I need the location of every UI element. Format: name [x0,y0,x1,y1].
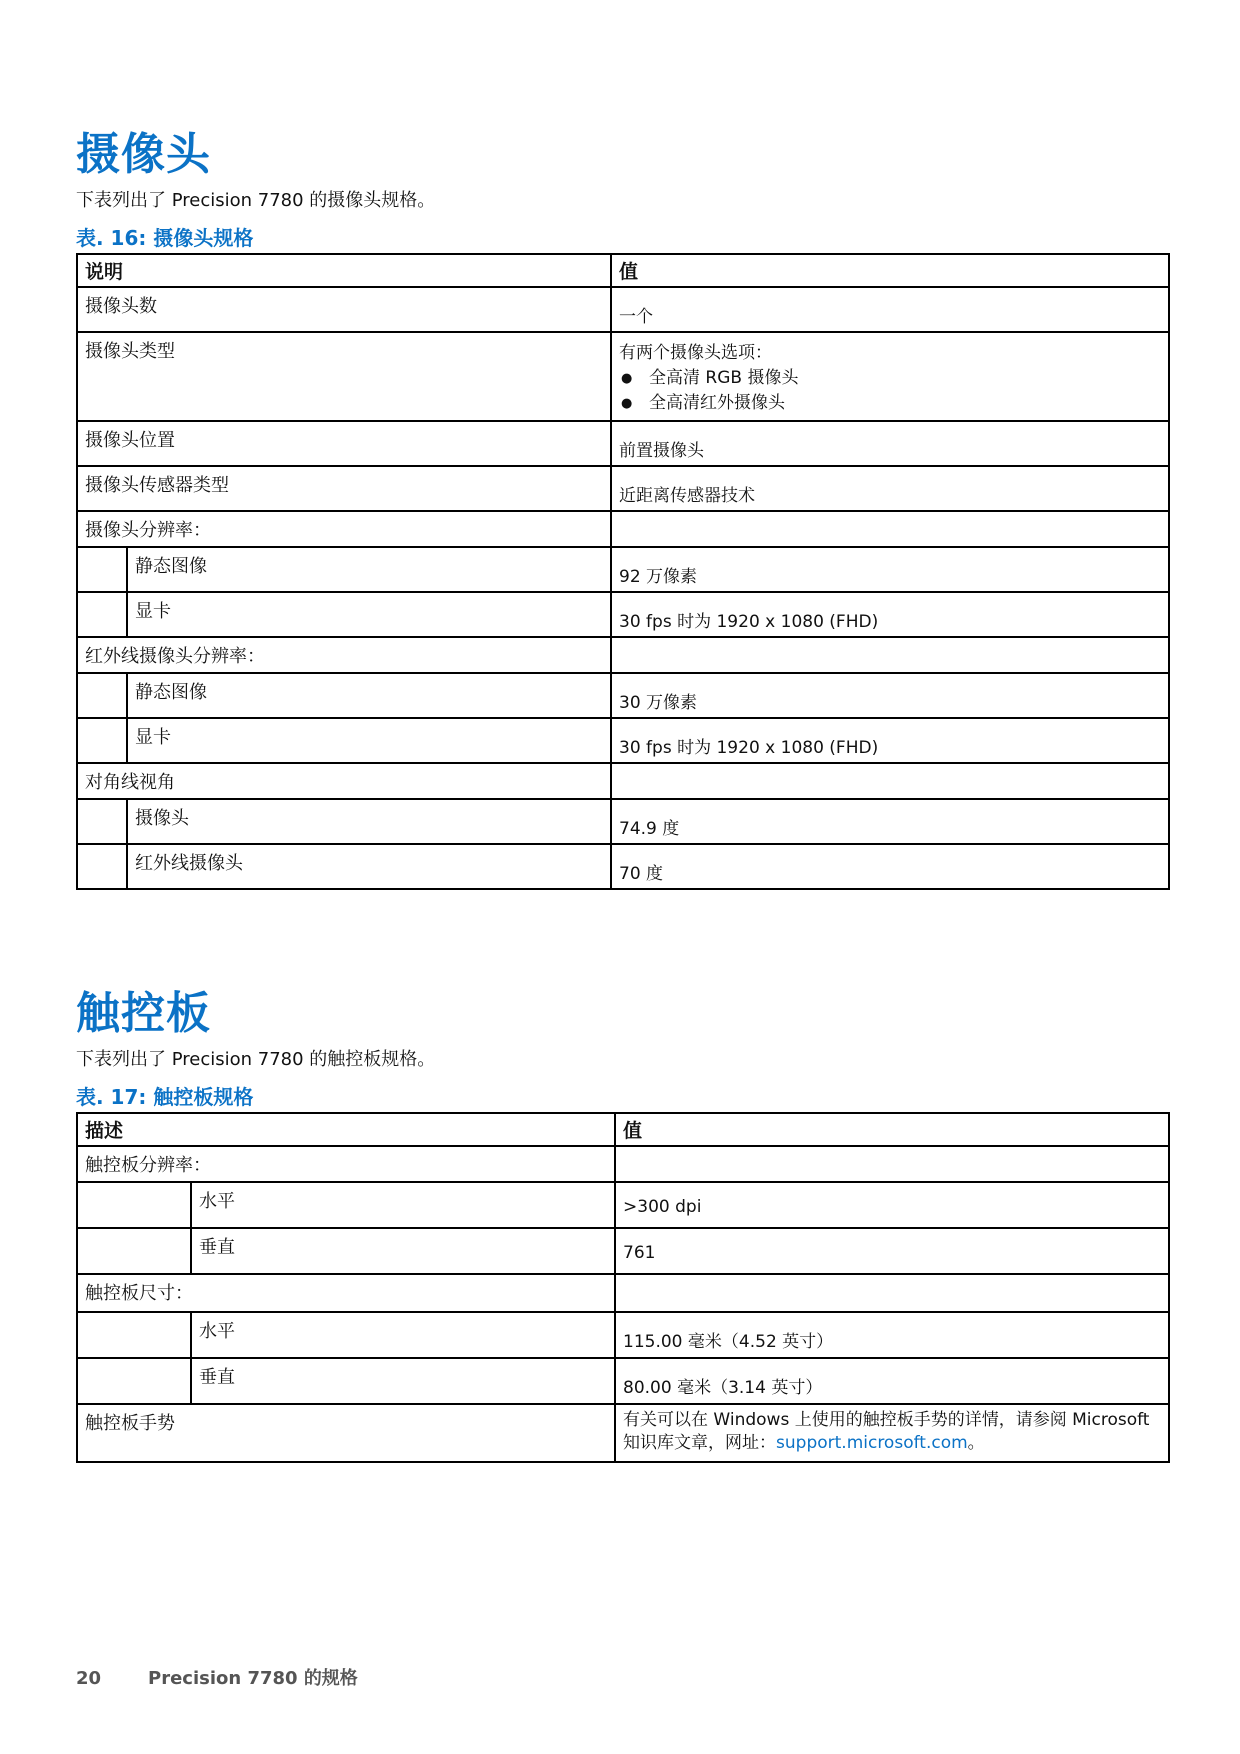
row-value: 30 万像素 [611,673,1169,718]
row-value-empty [615,1146,1169,1182]
row-label: 垂直 [191,1228,615,1274]
table-row [77,1274,1169,1312]
footer-title: Precision 7780 的规格 [148,1668,358,1689]
table-row [77,547,1169,592]
touchpad-spec-table [76,1112,1170,1463]
row-label: 垂直 [191,1358,615,1404]
table-row [77,1358,1169,1404]
row-label: 摄像头传感器类型 [77,466,611,511]
row-value: 92 万像素 [611,547,1169,592]
column-header-value: 值 [611,254,1169,287]
row-label: 静态图像 [127,547,611,592]
camera-options-intro: 有两个摄像头选项： [619,343,773,363]
indent-cell [77,592,127,637]
row-value: 115.00 毫米（4.52 英寸） [615,1312,1169,1358]
indent-cell [77,1182,191,1228]
table-row [77,1312,1169,1358]
column-header-value: 值 [615,1113,1169,1146]
row-value: 前置摄像头 [611,421,1169,466]
row-value-empty [615,1274,1169,1312]
row-value: 近距离传感器技术 [611,466,1169,511]
camera-intro: 下表列出了 Precision 7780 的摄像头规格。 [76,190,436,211]
indent-cell [77,718,127,763]
table-row [77,637,1169,673]
row-value: 761 [615,1228,1169,1274]
list-item: ● 全高清红外摄像头 [619,391,1161,416]
row-value: >300 dpi [615,1182,1169,1228]
table-row [77,1228,1169,1274]
table-row [77,1146,1169,1182]
indent-cell [77,844,127,889]
row-label: 摄像头位置 [77,421,611,466]
table-row [77,466,1169,511]
row-value: 一个 [611,287,1169,332]
table-row [77,844,1169,889]
indent-cell [77,1312,191,1358]
table-row [77,799,1169,844]
table-row [77,718,1169,763]
table-row [77,511,1169,547]
column-header-description: 描述 [77,1113,615,1146]
table-row [77,287,1169,332]
row-value: 30 fps 时为 1920 x 1080 (FHD) [611,718,1169,763]
camera-table-caption: 表. 16: 摄像头规格 [76,226,254,250]
row-label: 显卡 [127,718,611,763]
touchpad-intro: 下表列出了 Precision 7780 的触控板规格。 [76,1049,436,1070]
page-footer [76,1664,358,1690]
table-row [77,592,1169,637]
touchpad-heading: 触控板 [76,988,211,1039]
table-header-row [77,1113,1169,1146]
list-item: ● 全高清 RGB 摄像头 [619,366,1161,391]
touchpad-table-caption: 表. 17: 触控板规格 [76,1085,254,1109]
indent-cell [77,547,127,592]
table-row [77,332,1169,421]
row-label: 触控板分辨率： [77,1146,615,1182]
row-label: 摄像头 [127,799,611,844]
row-value-empty [611,637,1169,673]
row-value: 80.00 毫米（3.14 英寸） [615,1358,1169,1404]
row-label: 摄像头数 [77,287,611,332]
row-label: 触控板尺寸： [77,1274,615,1312]
table-row [77,673,1169,718]
table-row [77,421,1169,466]
support-link[interactable]: support.microsoft.com [776,1433,968,1453]
row-label: 红外线摄像头 [127,844,611,889]
row-label: 触控板手势 [77,1404,615,1462]
indent-cell [77,799,127,844]
row-value [615,1404,1169,1462]
row-label: 摄像头分辨率： [77,511,611,547]
page-number: 20 [76,1668,102,1689]
row-label: 摄像头类型 [77,332,611,421]
indent-cell [77,1358,191,1404]
column-header-description: 说明 [77,254,611,287]
row-value-empty [611,763,1169,799]
row-value: 74.9 度 [611,799,1169,844]
row-label: 红外线摄像头分辨率： [77,637,611,673]
gestures-end: 。 [967,1433,985,1453]
camera-spec-table [76,253,1170,890]
row-label: 水平 [191,1312,615,1358]
row-label: 水平 [191,1182,615,1228]
row-label: 对角线视角 [77,763,611,799]
gestures-text: 有关可以在 Windows 上使用的触控板手势的详情，请参阅 Microsoft 知识库文章，网址： [623,1410,1150,1453]
indent-cell [77,673,127,718]
indent-cell [77,1228,191,1274]
row-label: 显卡 [127,592,611,637]
row-value: 30 fps 时为 1920 x 1080 (FHD) [611,592,1169,637]
row-value: 70 度 [611,844,1169,889]
table-row [77,763,1169,799]
camera-options-list [619,366,1161,416]
row-label: 静态图像 [127,673,611,718]
row-value-empty [611,511,1169,547]
table-header-row [77,254,1169,287]
row-value [611,332,1169,421]
table-row [77,1182,1169,1228]
camera-heading: 摄像头 [76,129,211,180]
table-row [77,1404,1169,1462]
